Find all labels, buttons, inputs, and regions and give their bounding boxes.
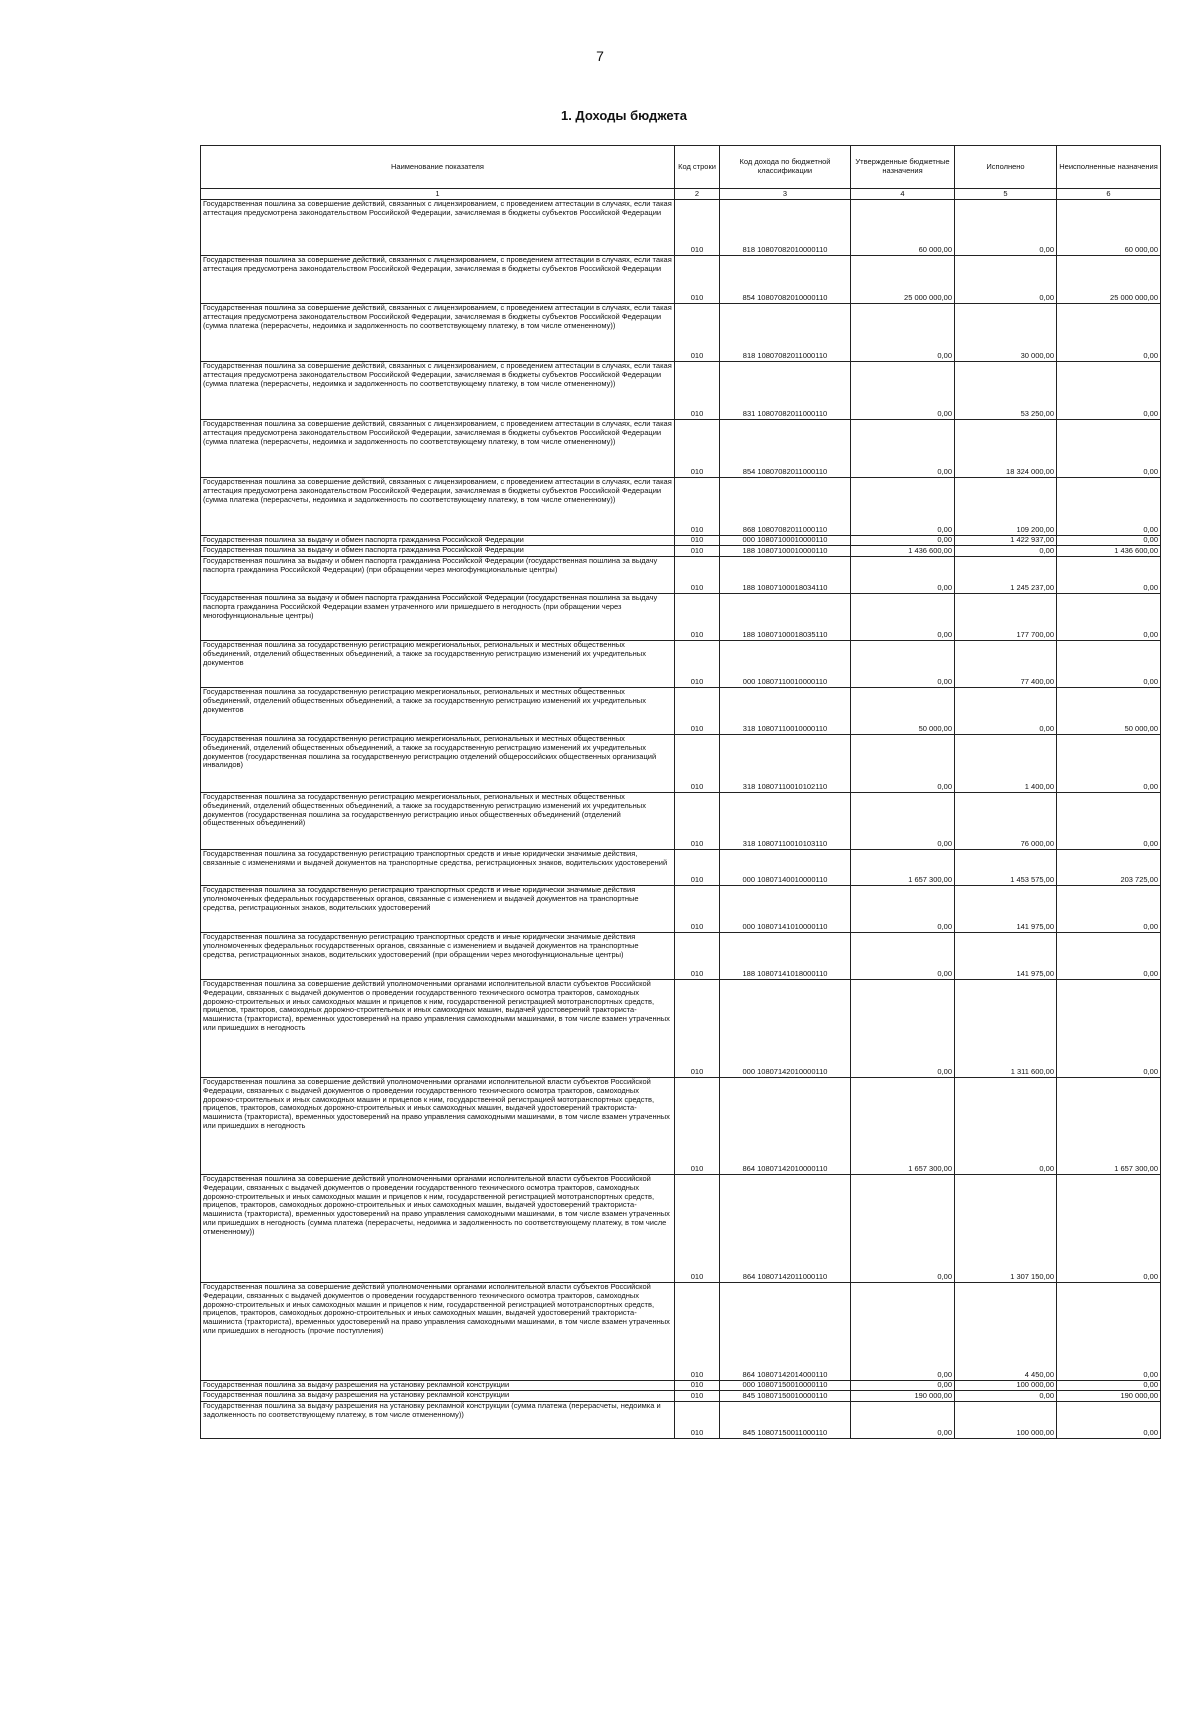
row-line-code: 010	[675, 735, 720, 793]
row-unexecuted: 60 000,00	[1057, 200, 1161, 256]
row-executed: 76 000,00	[955, 793, 1057, 850]
column-number: 5	[955, 189, 1057, 200]
row-approved: 0,00	[851, 793, 955, 850]
row-income-code: 000 10807141010000110	[720, 886, 851, 933]
row-income-code: 000 10807100010000110	[720, 536, 851, 546]
row-approved: 0,00	[851, 304, 955, 362]
row-executed: 0,00	[955, 200, 1057, 256]
row-name: Государственная пошлина за совершение действий уполномоченными органами исполнительной власти субъектов Российской Федерации, связанных с выдачей документов о проведении государственного технического осмотра тракторов, самоходных дорожно-строительных и иных самоходных машин и прицепов к ним, государственной регистрацией мототранспортных средств, прицепов, тракторов, самоходных дорожно-строительных и иных самоходных машин, выдачей удостоверений тракториста-машиниста (тракториста), временных удостоверений на право управления самоходными машинами, в том числе взамен утраченных или пришедших в негодность	[201, 980, 675, 1078]
row-executed: 141 975,00	[955, 886, 1057, 933]
row-approved: 0,00	[851, 735, 955, 793]
row-income-code: 864 10807142014000110	[720, 1283, 851, 1381]
row-executed: 109 200,00	[955, 478, 1057, 536]
table-row	[201, 1402, 1161, 1439]
row-income-code: 864 10807142010000110	[720, 1078, 851, 1175]
row-executed: 18 324 000,00	[955, 420, 1057, 478]
row-executed: 1 245 237,00	[955, 557, 1057, 594]
row-name: Государственная пошлина за государственную регистрацию межрегиональных, региональных и местных общественных объединений, отделений общественных объединений, а также за государственную регистрацию изменений их учредительных документов (государственная пошлина за государственную регистрацию иных общественных объединений (отделений общественных объединений)	[201, 793, 675, 850]
row-name: Государственная пошлина за выдачу разрешения на установку рекламной конструкции	[201, 1391, 675, 1402]
row-executed: 53 250,00	[955, 362, 1057, 420]
row-name: Государственная пошлина за совершение действий, связанных с лицензированием, с проведением аттестации в случаях, если такая аттестация предусмотрена законодательством Российской Федерации, зачисляемая в бюджеты субъектов Российской Федерации (сумма платежа (перерасчеты, недоимка и задолженность по соответствующему платежу, в том числе отмененному))	[201, 362, 675, 420]
row-line-code: 010	[675, 304, 720, 362]
row-income-code: 845 10807150010000110	[720, 1391, 851, 1402]
row-unexecuted: 0,00	[1057, 536, 1161, 546]
table-row	[201, 850, 1161, 886]
table-header-row	[201, 146, 1161, 189]
row-approved: 0,00	[851, 478, 955, 536]
row-unexecuted: 0,00	[1057, 1402, 1161, 1439]
row-unexecuted: 0,00	[1057, 641, 1161, 688]
header-executed: Исполнено	[955, 146, 1057, 189]
row-unexecuted: 0,00	[1057, 980, 1161, 1078]
row-income-code: 000 10807140010000110	[720, 850, 851, 886]
row-income-code: 854 10807082011000110	[720, 420, 851, 478]
row-executed: 100 000,00	[955, 1381, 1057, 1391]
header-income-code: Код дохода по бюджетной классификации	[720, 146, 851, 189]
row-approved: 0,00	[851, 886, 955, 933]
row-line-code: 010	[675, 536, 720, 546]
row-line-code: 010	[675, 1381, 720, 1391]
row-executed: 1 311 600,00	[955, 980, 1057, 1078]
row-line-code: 010	[675, 793, 720, 850]
table-row	[201, 420, 1161, 478]
row-unexecuted: 0,00	[1057, 886, 1161, 933]
row-line-code: 010	[675, 980, 720, 1078]
row-approved: 0,00	[851, 557, 955, 594]
row-line-code: 010	[675, 557, 720, 594]
table-row	[201, 735, 1161, 793]
row-line-code: 010	[675, 200, 720, 256]
row-approved: 0,00	[851, 420, 955, 478]
row-income-code: 818 10807082010000110	[720, 200, 851, 256]
row-unexecuted: 0,00	[1057, 420, 1161, 478]
table-row	[201, 641, 1161, 688]
row-unexecuted: 0,00	[1057, 594, 1161, 641]
row-approved: 0,00	[851, 980, 955, 1078]
row-approved: 50 000,00	[851, 688, 955, 735]
row-name: Государственная пошлина за выдачу и обмен паспорта гражданина Российской Федерации	[201, 536, 675, 546]
row-line-code: 010	[675, 594, 720, 641]
row-executed: 30 000,00	[955, 304, 1057, 362]
row-executed: 0,00	[955, 546, 1057, 557]
row-unexecuted: 0,00	[1057, 1381, 1161, 1391]
row-executed: 1 307 150,00	[955, 1175, 1057, 1283]
table-row	[201, 1381, 1161, 1391]
row-executed: 77 400,00	[955, 641, 1057, 688]
row-unexecuted: 0,00	[1057, 557, 1161, 594]
table-row	[201, 980, 1161, 1078]
table-row	[201, 304, 1161, 362]
row-income-code: 831 10807082011000110	[720, 362, 851, 420]
row-income-code: 818 10807082011000110	[720, 304, 851, 362]
row-approved: 190 000,00	[851, 1391, 955, 1402]
header-unexecuted: Неисполненные назначения	[1057, 146, 1161, 189]
row-approved: 0,00	[851, 641, 955, 688]
table-row	[201, 200, 1161, 256]
table-row	[201, 594, 1161, 641]
row-line-code: 010	[675, 1391, 720, 1402]
column-number-row	[201, 189, 1161, 200]
row-name: Государственная пошлина за совершение действий уполномоченными органами исполнительной власти субъектов Российской Федерации, связанных с выдачей документов о проведении государственного технического осмотра тракторов, самоходных дорожно-строительных и иных самоходных машин и прицепов к ним, государственной регистрацией мототранспортных средств, прицепов, тракторов, самоходных дорожно-строительных и иных самоходных машин, выдачей удостоверений тракториста-машиниста (тракториста), временных удостоверений на право управления самоходными машинами, в том числе взамен утраченных или пришедших в негодность	[201, 1078, 675, 1175]
row-name: Государственная пошлина за государственную регистрацию межрегиональных, региональных и местных общественных объединений, отделений общественных объединений, а также за государственную регистрацию изменений их учредительных документов (государственная пошлина за государственную регистрацию отделений общероссийских общественных организаций инвалидов)	[201, 735, 675, 793]
row-line-code: 010	[675, 1078, 720, 1175]
header-name: Наименование показателя	[201, 146, 675, 189]
row-unexecuted: 0,00	[1057, 735, 1161, 793]
row-line-code: 010	[675, 850, 720, 886]
row-approved: 0,00	[851, 594, 955, 641]
table-row	[201, 1078, 1161, 1175]
row-unexecuted: 0,00	[1057, 1175, 1161, 1283]
row-executed: 0,00	[955, 1078, 1057, 1175]
row-name: Государственная пошлина за совершение действий, связанных с лицензированием, с проведением аттестации в случаях, если такая аттестация предусмотрена законодательством Российской Федерации, зачисляемая в бюджеты субъектов Российской Федерации	[201, 200, 675, 256]
table-row	[201, 1283, 1161, 1381]
table-row	[201, 793, 1161, 850]
table-row	[201, 536, 1161, 546]
column-number: 1	[201, 189, 675, 200]
row-name: Государственная пошлина за совершение действий уполномоченными органами исполнительной власти субъектов Российской Федерации, связанных с выдачей документов о проведении государственного технического осмотра тракторов, самоходных дорожно-строительных и иных самоходных машин и прицепов к ним, государственной регистрацией мототранспортных средств, прицепов, тракторов, самоходных дорожно-строительных и иных самоходных машин, выдачей удостоверений тракториста-машиниста (тракториста), временных удостоверений на право управления самоходными машинами, в том числе взамен утраченных или пришедших в негодность (сумма платежа (перерасчеты, недоимка и задолженность по соответствующему платежу, в том числе отмененному))	[201, 1175, 675, 1283]
table-row	[201, 478, 1161, 536]
row-unexecuted: 203 725,00	[1057, 850, 1161, 886]
row-approved: 0,00	[851, 1381, 955, 1391]
row-approved: 0,00	[851, 933, 955, 980]
row-name: Государственная пошлина за совершение действий уполномоченными органами исполнительной власти субъектов Российской Федерации, связанных с выдачей документов о проведении государственного технического осмотра тракторов, самоходных дорожно-строительных и иных самоходных машин и прицепов к ним, государственной регистрацией мототранспортных средств, прицепов, тракторов, самоходных дорожно-строительных и иных самоходных машин, выдачей удостоверений тракториста-машиниста (тракториста), временных удостоверений на право управления самоходными машинами, в том числе взамен утраченных или пришедших в негодность (прочие поступления)	[201, 1283, 675, 1381]
row-executed: 100 000,00	[955, 1402, 1057, 1439]
row-approved: 60 000,00	[851, 200, 955, 256]
row-line-code: 010	[675, 1175, 720, 1283]
row-income-code: 188 10807100018035110	[720, 594, 851, 641]
row-unexecuted: 25 000 000,00	[1057, 256, 1161, 304]
column-number: 4	[851, 189, 955, 200]
row-unexecuted: 0,00	[1057, 933, 1161, 980]
row-line-code: 010	[675, 478, 720, 536]
row-income-code: 868 10807082011000110	[720, 478, 851, 536]
row-income-code: 318 10807110010103110	[720, 793, 851, 850]
row-line-code: 010	[675, 362, 720, 420]
row-income-code: 000 10807110010000110	[720, 641, 851, 688]
table-row	[201, 362, 1161, 420]
row-income-code: 188 10807100010000110	[720, 546, 851, 557]
row-unexecuted: 190 000,00	[1057, 1391, 1161, 1402]
row-line-code: 010	[675, 641, 720, 688]
row-executed: 0,00	[955, 1391, 1057, 1402]
row-unexecuted: 1 436 600,00	[1057, 546, 1161, 557]
column-number: 6	[1057, 189, 1161, 200]
row-executed: 0,00	[955, 688, 1057, 735]
row-approved: 0,00	[851, 1283, 955, 1381]
row-name: Государственная пошлина за государственную регистрацию межрегиональных, региональных и местных общественных объединений, отделений общественных объединений, а также за государственную регистрацию изменений их учредительных документов	[201, 641, 675, 688]
row-name: Государственная пошлина за совершение действий, связанных с лицензированием, с проведением аттестации в случаях, если такая аттестация предусмотрена законодательством Российской Федерации, зачисляемая в бюджеты субъектов Российской Федерации (сумма платежа (перерасчеты, недоимка и задолженность по соответствующему платежу, в том числе отмененному))	[201, 304, 675, 362]
row-name: Государственная пошлина за государственную регистрацию межрегиональных, региональных и местных общественных объединений, отделений общественных объединений, а также за государственную регистрацию изменений их учредительных документов	[201, 688, 675, 735]
row-executed: 1 422 937,00	[955, 536, 1057, 546]
row-name: Государственная пошлина за выдачу и обмен паспорта гражданина Российской Федерации (государственная пошлина за выдачу паспорта гражданина Российской Федерации взамен утраченного или пришедшего в негодность (при обращении через многофункциональные центры)	[201, 594, 675, 641]
column-number: 3	[720, 189, 851, 200]
row-income-code: 318 10807110010000110	[720, 688, 851, 735]
table-row	[201, 933, 1161, 980]
row-line-code: 010	[675, 1402, 720, 1439]
row-income-code: 864 10807142011000110	[720, 1175, 851, 1283]
row-executed: 1 453 575,00	[955, 850, 1057, 886]
row-name: Государственная пошлина за государственную регистрацию транспортных средств и иные юридически значимые действия, связанные с изменениями и выдачей документов на транспортные средства, регистрационных знаков, водительских удостоверений	[201, 850, 675, 886]
document-title: 1. Доходы бюджета	[560, 108, 688, 123]
table-row	[201, 557, 1161, 594]
header-approved: Утвержденные бюджетные назначения	[851, 146, 955, 189]
row-name: Государственная пошлина за выдачу разрешения на установку рекламной конструкции	[201, 1381, 675, 1391]
row-unexecuted: 50 000,00	[1057, 688, 1161, 735]
row-approved: 0,00	[851, 536, 955, 546]
row-approved: 1 436 600,00	[851, 546, 955, 557]
row-approved: 0,00	[851, 362, 955, 420]
row-name: Государственная пошлина за выдачу и обмен паспорта гражданина Российской Федерации	[201, 546, 675, 557]
row-unexecuted: 0,00	[1057, 304, 1161, 362]
table-row	[201, 256, 1161, 304]
row-unexecuted: 0,00	[1057, 793, 1161, 850]
table-row	[201, 688, 1161, 735]
row-unexecuted: 0,00	[1057, 1283, 1161, 1381]
page-number: 7	[596, 48, 604, 64]
row-line-code: 010	[675, 420, 720, 478]
row-income-code: 000 10807142010000110	[720, 980, 851, 1078]
row-name: Государственная пошлина за совершение действий, связанных с лицензированием, с проведением аттестации в случаях, если такая аттестация предусмотрена законодательством Российской Федерации, зачисляемая в бюджеты субъектов Российской Федерации (сумма платежа (перерасчеты, недоимка и задолженность по соответствующему платежу, в том числе отмененному))	[201, 420, 675, 478]
row-line-code: 010	[675, 688, 720, 735]
row-income-code: 854 10807082010000110	[720, 256, 851, 304]
row-executed: 1 400,00	[955, 735, 1057, 793]
row-executed: 0,00	[955, 256, 1057, 304]
row-name: Государственная пошлина за выдачу разрешения на установку рекламной конструкции (сумма платежа (перерасчеты, недоимка и задолженность по соответствующему платежу, в том числе отмененному))	[201, 1402, 675, 1439]
header-line-code: Код строки	[675, 146, 720, 189]
row-income-code: 188 10807100018034110	[720, 557, 851, 594]
row-approved: 1 657 300,00	[851, 1078, 955, 1175]
row-name: Государственная пошлина за выдачу и обмен паспорта гражданина Российской Федерации (государственная пошлина за выдачу паспорта гражданина Российской Федерации) (при обращении через многофункциональные центры)	[201, 557, 675, 594]
row-unexecuted: 0,00	[1057, 362, 1161, 420]
row-income-code: 188 10807141018000110	[720, 933, 851, 980]
row-line-code: 010	[675, 1283, 720, 1381]
row-executed: 177 700,00	[955, 594, 1057, 641]
table-row	[201, 1175, 1161, 1283]
row-name: Государственная пошлина за совершение действий, связанных с лицензированием, с проведением аттестации в случаях, если такая аттестация предусмотрена законодательством Российской Федерации, зачисляемая в бюджеты субъектов Российской Федерации	[201, 256, 675, 304]
row-name: Государственная пошлина за государственную регистрацию транспортных средств и иные юридически значимые действия уполномоченных федеральных государственных органов, связанные с изменением и выдачей документов на транспортные средства, регистрационных знаков, водительских удостоверений (при обращении через многофункциональные центры)	[201, 933, 675, 980]
row-approved: 0,00	[851, 1175, 955, 1283]
column-number: 2	[675, 189, 720, 200]
table-row	[201, 886, 1161, 933]
row-unexecuted: 1 657 300,00	[1057, 1078, 1161, 1175]
row-executed: 4 450,00	[955, 1283, 1057, 1381]
row-approved: 25 000 000,00	[851, 256, 955, 304]
row-line-code: 010	[675, 933, 720, 980]
budget-income-table	[200, 145, 1161, 1439]
row-executed: 141 975,00	[955, 933, 1057, 980]
row-line-code: 010	[675, 546, 720, 557]
row-income-code: 845 10807150011000110	[720, 1402, 851, 1439]
row-line-code: 010	[675, 886, 720, 933]
table-row	[201, 1391, 1161, 1402]
table-row	[201, 546, 1161, 557]
row-approved: 1 657 300,00	[851, 850, 955, 886]
row-approved: 0,00	[851, 1402, 955, 1439]
row-unexecuted: 0,00	[1057, 478, 1161, 536]
row-income-code: 000 10807150010000110	[720, 1381, 851, 1391]
row-name: Государственная пошлина за совершение действий, связанных с лицензированием, с проведением аттестации в случаях, если такая аттестация предусмотрена законодательством Российской Федерации, зачисляемая в бюджеты субъектов Российской Федерации (сумма платежа (перерасчеты, недоимка и задолженность по соответствующему платежу, в том числе отмененному))	[201, 478, 675, 536]
row-income-code: 318 10807110010102110	[720, 735, 851, 793]
row-line-code: 010	[675, 256, 720, 304]
row-name: Государственная пошлина за государственную регистрацию транспортных средств и иные юридически значимые действия уполномоченных федеральных государственных органов, связанные с изменением и выдачей документов на транспортные средства, регистрационных знаков, водительских удостоверений	[201, 886, 675, 933]
